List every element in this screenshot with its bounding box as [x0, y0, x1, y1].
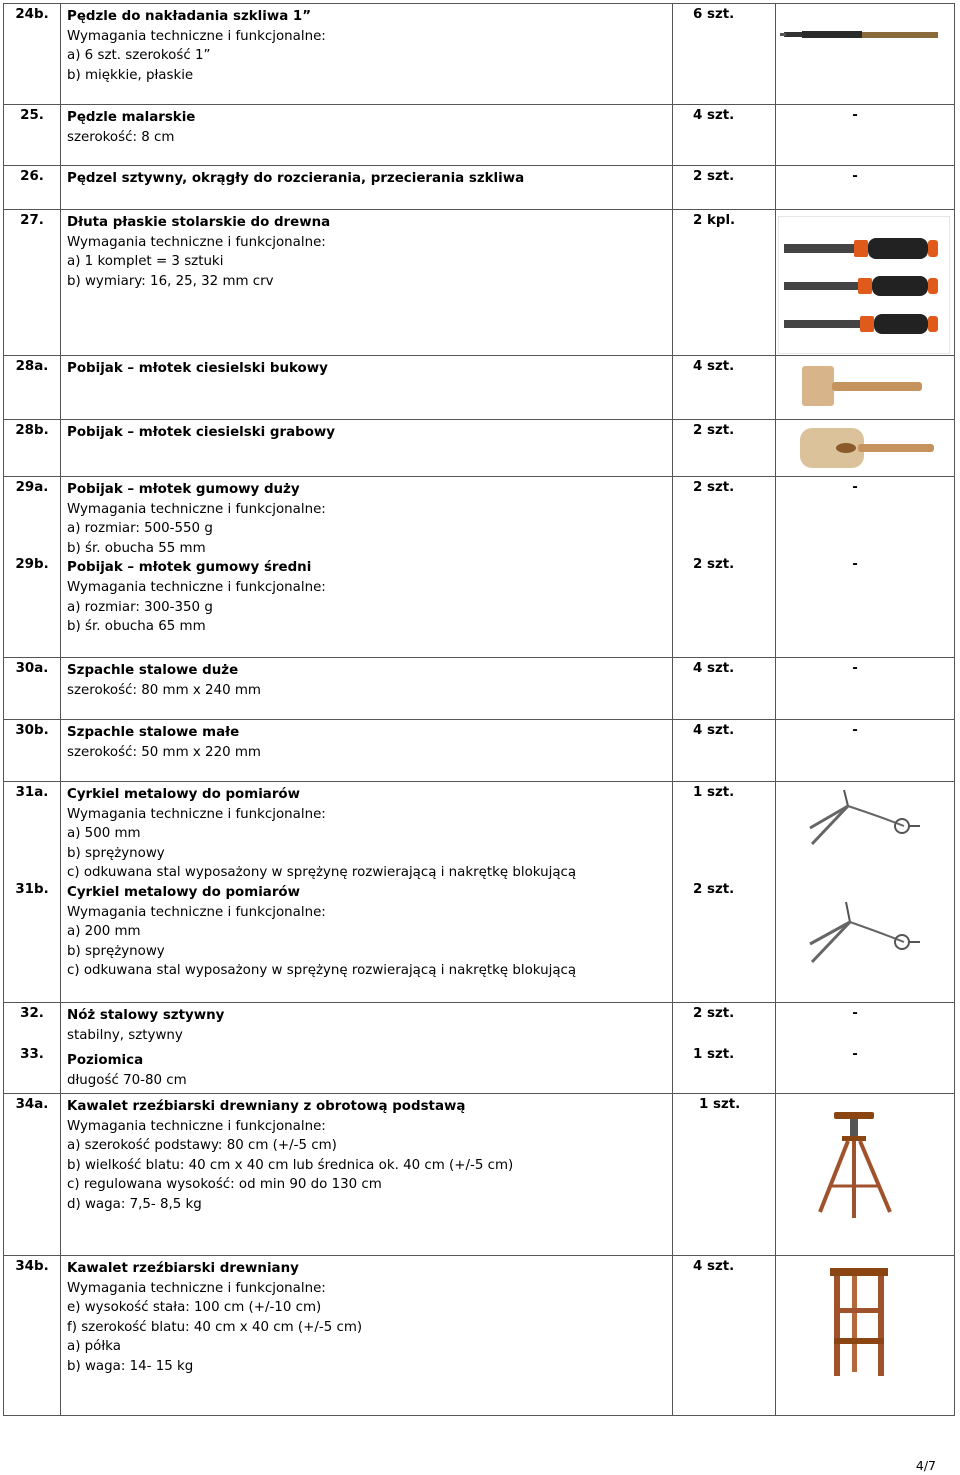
item-description [61, 720, 673, 782]
chisel-set-icon [778, 216, 950, 354]
wooden-stool-icon [826, 1264, 892, 1380]
spec-line: b) wymiary: 16, 25, 32 mm crv [67, 273, 274, 289]
item-quantity [673, 1003, 776, 1094]
item-quantity-a: 2 szt. [693, 1006, 735, 1021]
item-description [61, 4, 673, 105]
item-image-cell [776, 356, 955, 420]
item-quantity: 2 szt. [673, 166, 776, 210]
item-number: 27. [4, 210, 61, 356]
spec-line: f) szerokość blatu: 40 cm x 40 cm (+/-5 cm) [67, 1319, 363, 1335]
item-quantity-a: 1 szt. [693, 785, 735, 800]
spec-line: Wymagania techniczne i funkcjonalne: [67, 579, 326, 595]
item-number [4, 1003, 61, 1094]
item-title: Pędzle malarskie [67, 110, 196, 125]
spec-line: Wymagania techniczne i funkcjonalne: [67, 28, 326, 44]
item-description [61, 1094, 673, 1256]
item-quantity-b: 2 szt. [693, 882, 735, 897]
item-title: Pobijak – młotek gumowy duży [67, 482, 300, 497]
item-description [61, 356, 673, 420]
spec-line: c) odkuwana stal wyposażony w sprężynę rozwierającą i nakrętkę blokującą [67, 963, 577, 979]
item-title: Pobijak – młotek gumowy średni [67, 560, 312, 576]
spec-line: c) regulowana wysokość: od min 90 do 130 cm [67, 1177, 382, 1193]
spec-line: Wymagania techniczne i funkcjonalne: [67, 1118, 326, 1134]
item-title: Pędzel sztywny, okrągły do rozcierania, przecierania szkliwa [67, 171, 525, 186]
item-number: 25. [4, 105, 61, 166]
no-image-dash: - [852, 661, 858, 676]
item-quantity [673, 782, 776, 1003]
spec-line: b) śr. obucha 55 mm [67, 540, 206, 556]
table-row [4, 1256, 955, 1416]
specification-table [3, 3, 955, 1416]
spec-line: a) rozmiar: 300-350 g [67, 599, 213, 615]
item-description [61, 420, 673, 477]
item-quantity: 4 szt. [673, 720, 776, 782]
table-row [4, 4, 955, 105]
item-number: 28b. [4, 420, 61, 477]
table-row [4, 420, 955, 477]
table-row [4, 105, 955, 166]
brush-icon [780, 26, 942, 42]
item-title: Cyrkiel metalowy do pomiarów [67, 787, 300, 802]
spec-line: Wymagania techniczne i funkcjonalne: [67, 904, 326, 920]
item-number-a: 31a. [15, 785, 49, 800]
spec-line: Wymagania techniczne i funkcjonalne: [67, 806, 326, 822]
item-description [61, 210, 673, 356]
item-title: Kawalet rzeźbiarski drewniany z obrotową podstawą [67, 1099, 466, 1114]
spec-line: b) wielkość blatu: 40 cm x 40 cm lub średnica ok. 40 cm (+/-5 cm) [67, 1157, 514, 1173]
table-row [4, 782, 955, 1003]
item-image-cell [776, 166, 955, 210]
item-image-cell [776, 420, 955, 477]
spec-line: b) śr. obucha 65 mm [67, 619, 206, 635]
spec-line: a) 6 szt. szerokość 1” [67, 48, 211, 64]
spec-line: a) 1 komplet = 3 sztuki [67, 254, 224, 270]
table-row [4, 1003, 955, 1094]
compass-icon [804, 788, 924, 848]
item-number: 34a. [4, 1094, 61, 1256]
item-description [61, 477, 673, 658]
item-number-b: 31b. [15, 882, 49, 897]
spec-line: d) waga: 7,5- 8,5 kg [67, 1196, 202, 1212]
item-title: Szpachle stalowe małe [67, 725, 240, 740]
no-image-dash: - [852, 108, 858, 123]
no-image-dash: - [852, 169, 858, 184]
item-image-cell [776, 105, 955, 166]
item-number-b: 33. [20, 1047, 44, 1062]
item-title: Poziomica [67, 1053, 144, 1069]
spec-line: b) sprężynowy [67, 943, 165, 959]
table-row [4, 720, 955, 782]
spec-line: Wymagania techniczne i funkcjonalne: [67, 234, 326, 250]
item-title: Nóż stalowy sztywny [67, 1008, 225, 1023]
item-image-cell [776, 1003, 955, 1094]
wooden-mallet-icon [798, 362, 928, 414]
item-image-cell [776, 1256, 955, 1416]
item-number-b: 29b. [15, 557, 49, 572]
table-row [4, 210, 955, 356]
item-title: Kawalet rzeźbiarski drewniany [67, 1261, 299, 1276]
item-image-cell [776, 720, 955, 782]
item-number: 30a. [4, 658, 61, 720]
item-number: 26. [4, 166, 61, 210]
item-quantity: 4 szt. [673, 658, 776, 720]
item-description [61, 1256, 673, 1416]
item-quantity: 2 szt. [673, 420, 776, 477]
no-image-dash: - [852, 1006, 858, 1021]
spec-line: a) półka [67, 1339, 121, 1355]
item-title: Pędzle do nakładania szkliwa 1” [67, 9, 312, 24]
item-description [61, 166, 673, 210]
no-image-dash: - [852, 480, 858, 495]
item-image-cell [776, 477, 955, 658]
spec-line: szerokość: 8 cm [67, 129, 175, 145]
spec-line: e) wysokość stała: 100 cm (+/-10 cm) [67, 1300, 322, 1316]
item-quantity: 4 szt. [673, 356, 776, 420]
item-quantity-b: 1 szt. [693, 1047, 735, 1062]
item-number: 30b. [4, 720, 61, 782]
spec-line: długość 70-80 cm [67, 1072, 187, 1088]
item-image-cell [776, 658, 955, 720]
table-row [4, 356, 955, 420]
item-description [61, 782, 673, 1003]
item-description [61, 658, 673, 720]
item-quantity-b: 2 szt. [693, 557, 735, 572]
item-description [61, 1003, 673, 1094]
table-row [4, 166, 955, 210]
compass-icon [804, 900, 924, 966]
item-title: Szpachle stalowe duże [67, 663, 239, 678]
spec-line: stabilny, sztywny [67, 1027, 183, 1043]
spec-line: szerokość: 80 mm x 240 mm [67, 682, 261, 698]
item-title: Pobijak – młotek ciesielski bukowy [67, 361, 328, 376]
item-quantity-a: 2 szt. [693, 480, 735, 495]
no-image-dash: - [852, 723, 858, 738]
item-title: Pobijak – młotek ciesielski grabowy [67, 425, 335, 440]
item-quantity: 4 szt. [673, 105, 776, 166]
spec-line: a) szerokość podstawy: 80 cm (+/-5 cm) [67, 1138, 337, 1154]
spec-line: szerokość: 50 mm x 220 mm [67, 744, 261, 760]
sculpture-stand-icon [812, 1108, 898, 1220]
spec-line: Wymagania techniczne i funkcjonalne: [67, 501, 326, 517]
no-image-dash: - [852, 1047, 858, 1062]
item-number: 34b. [4, 1256, 61, 1416]
no-image-dash: - [852, 557, 858, 572]
item-number: 24b. [4, 4, 61, 105]
item-image-cell [776, 782, 955, 1003]
item-quantity: 6 szt. [673, 4, 776, 105]
page-number: 4/7 [915, 1458, 936, 1473]
spec-line: Wymagania techniczne i funkcjonalne: [67, 1280, 326, 1296]
table-row [4, 477, 955, 658]
spec-line: a) 200 mm [67, 924, 141, 940]
spec-line: a) 500 mm [67, 826, 141, 842]
item-description [61, 105, 673, 166]
wooden-mallet-icon [798, 424, 938, 474]
item-quantity: 1 szt. [673, 1094, 776, 1256]
table-row [4, 658, 955, 720]
item-quantity [673, 477, 776, 658]
spec-line: c) odkuwana stal wyposażony w sprężynę rozwierającą i nakrętkę blokującą [67, 865, 577, 881]
item-quantity: 4 szt. [673, 1256, 776, 1416]
item-number-a: 29a. [15, 480, 49, 495]
item-image-cell [776, 210, 955, 356]
item-number-a: 32. [20, 1006, 44, 1021]
spec-line: b) sprężynowy [67, 845, 165, 861]
spec-line: b) miękkie, płaskie [67, 67, 194, 83]
spec-line: b) waga: 14- 15 kg [67, 1358, 194, 1374]
item-number [4, 782, 61, 1003]
item-title: Cyrkiel metalowy do pomiarów [67, 884, 300, 900]
item-title: Dłuta płaskie stolarskie do drewna [67, 215, 331, 230]
item-number: 28a. [4, 356, 61, 420]
item-image-cell [776, 4, 955, 105]
table-row [4, 1094, 955, 1256]
item-quantity: 2 kpl. [673, 210, 776, 356]
item-image-cell [776, 1094, 955, 1256]
spec-line: a) rozmiar: 500-550 g [67, 521, 213, 537]
item-number [4, 477, 61, 658]
